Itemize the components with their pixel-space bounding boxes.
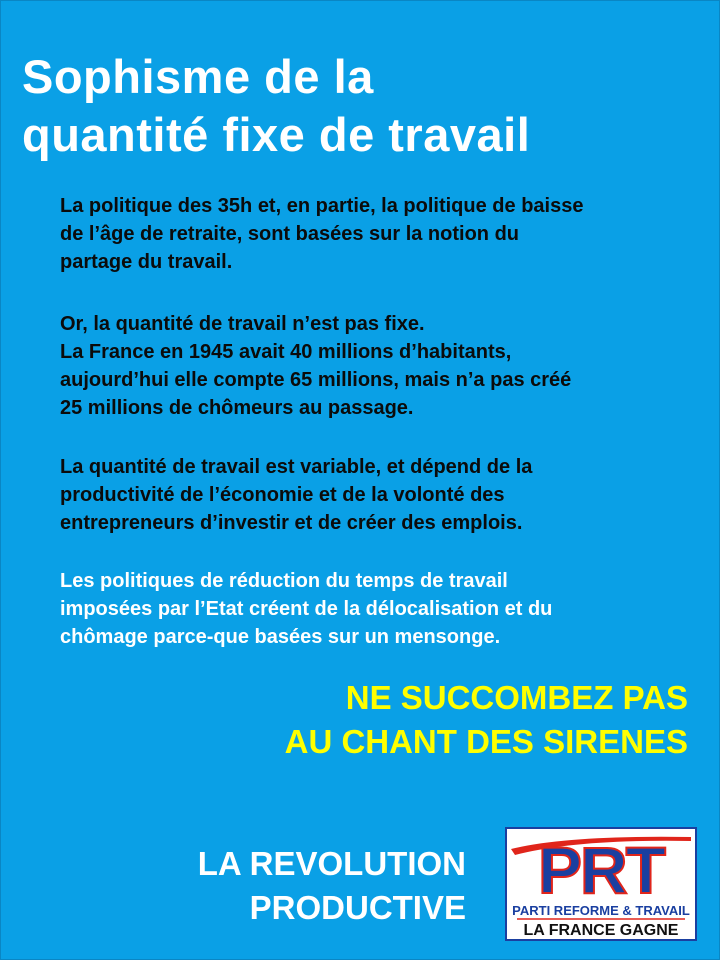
paragraph-4-line: Les politiques de réduction du temps de travail [60,570,508,592]
paragraph-1 [60,192,700,276]
footer-slogan [46,842,466,930]
paragraph-4-line: chômage parce-que basées sur un mensonge. [60,626,501,648]
paragraph-4-line: imposées par l’Etat créent de la délocalisation et du [60,598,553,620]
footer-line-1: LA REVOLUTION [197,845,466,882]
logo-letters: PRT [538,833,664,907]
paragraph-2-line: 25 millions de chômeurs au passage. [60,397,414,419]
logo-tagline: LA FRANCE GAGNE [523,922,679,939]
paragraph-3-line: productivité de l’économie et de la volonté des [60,484,505,506]
paragraph-2-line: Or, la quantité de travail n’est pas fixe. [60,313,425,335]
paragraph-1-line: de l’âge de retraite, sont basées sur la notion du [60,223,520,245]
paragraph-2 [60,310,700,422]
paragraph-1-line: partage du travail. [60,251,233,273]
logo-subtitle: PARTI REFORME & TRAVAIL [512,903,690,918]
slogan-line-1: NE SUCCOMBEZ PAS [345,679,688,716]
paragraph-4 [60,567,700,651]
prt-logo [505,827,697,941]
paragraph-3-line: La quantité de travail est variable, et dépend de la [60,456,533,478]
paragraph-1-line: La politique des 35h et, en partie, la politique de baisse [60,195,584,217]
title-line-1: Sophisme de la [22,50,374,103]
slogan [88,676,688,764]
poster-title [22,48,712,164]
paragraph-2-line: aujourd’hui elle compte 65 millions, mais n’a pas créé [60,369,572,391]
paragraph-3-line: entrepreneurs d’investir et de créer des emplois. [60,512,523,534]
paragraph-2-line: La France en 1945 avait 40 millions d’habitants, [60,341,512,363]
footer-line-2: PRODUCTIVE [249,889,466,926]
title-line-2: quantité fixe de travail [22,108,531,161]
paragraph-3 [60,453,700,537]
slogan-line-2: AU CHANT DES SIRENES [284,723,688,760]
